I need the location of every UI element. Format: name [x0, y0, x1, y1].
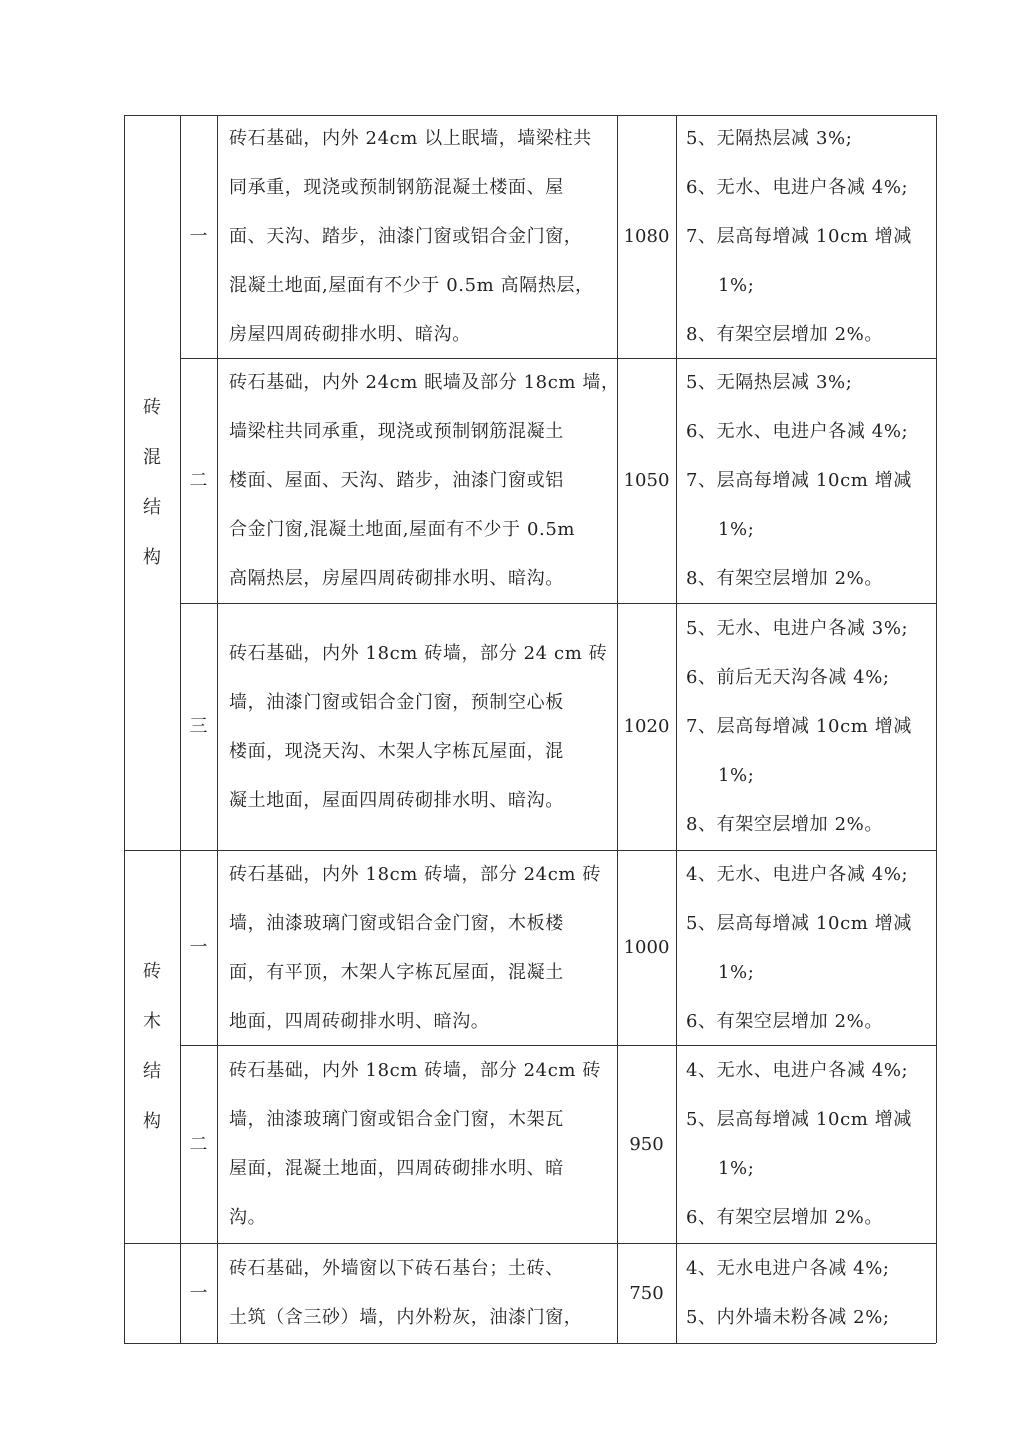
price-cell: [617, 358, 676, 603]
text-line: 砖: [143, 396, 161, 418]
grade-cell: [180, 358, 217, 603]
adjustment-notes-cell: [676, 358, 936, 603]
text-line: 6、前后无天沟各减 4%;: [686, 667, 890, 688]
description-cell: [217, 1243, 617, 1343]
text-line: 面，有平顶，木架人字栋瓦屋面，混凝土: [229, 961, 564, 983]
text-line: 沟。: [229, 1207, 267, 1228]
adjustment-notes-cell: [676, 1243, 936, 1343]
text-line: 混: [143, 446, 161, 468]
text-line: 砖石基础，内外 18cm 砖墙，部分 24cm 砖: [229, 863, 601, 885]
text-line: 砖石基础，外墙窗以下砖石基台；土砖、: [229, 1258, 564, 1279]
text-line: 8、有架空层增加 2%。: [686, 324, 883, 345]
text-line: 墙，油漆玻璃门窗或铝合金门窗，木板楼: [229, 912, 564, 934]
text-line: 4、无水、电进户各减 4%;: [686, 1060, 909, 1081]
text-line: 750: [629, 1282, 664, 1304]
description-cell: [217, 115, 617, 358]
text-line: 一: [189, 1282, 208, 1304]
text-line: 面、天沟、踏步，油漆门窗或铝合金门窗，: [229, 226, 583, 247]
text-line: 6、无水、电进户各减 4%;: [686, 177, 909, 198]
grade-cell: [180, 1243, 217, 1343]
description-cell: [217, 603, 617, 850]
text-line: 砖石基础，内外 24cm 以上眠墙，墙梁柱共: [229, 128, 592, 149]
text-line: 7、层高每增减 10cm 增减: [686, 716, 912, 737]
price-cell: [617, 1243, 676, 1343]
text-line: 6、无水、电进户各减 4%;: [686, 421, 909, 442]
text-line: 1%;: [718, 765, 755, 786]
text-line: 5、层高每增减 10cm 增减: [686, 912, 912, 934]
text-line: 1%;: [718, 519, 755, 540]
text-line: 1%;: [718, 1158, 755, 1179]
group-label-1: [124, 850, 180, 1243]
adjustment-notes-cell: [676, 115, 936, 358]
text-line: 合金门窗,混凝土地面,屋面有不少于 0.5m: [229, 519, 576, 540]
text-line: 5、层高每增减 10cm 增减: [686, 1109, 912, 1130]
description-cell: [217, 1045, 617, 1243]
text-line: 5、无水、电进户各减 3%;: [686, 618, 909, 639]
grade-cell: [180, 603, 217, 850]
text-line: 1%;: [718, 961, 755, 983]
text-line: 5、无隔热层减 3%;: [686, 372, 853, 393]
text-line: 凝土地面，屋面四周砖砌排水明、暗沟。: [229, 789, 564, 811]
text-line: 8、有架空层增加 2%。: [686, 568, 883, 589]
text-line: 1020: [623, 716, 670, 737]
text-line: 6、有架空层增加 2%。: [686, 1010, 883, 1032]
text-line: 6、有架空层增加 2%。: [686, 1207, 883, 1228]
text-line: 砖石基础，内外 18cm 砖墙，部分 24 cm 砖: [229, 642, 608, 664]
text-line: 土筑（含三砂）墙，内外粉灰，油漆门窗，: [229, 1307, 583, 1328]
group-label-2: [124, 1243, 180, 1343]
text-line: 房屋四周砖砌排水明、暗沟。: [229, 324, 471, 345]
text-line: 1050: [623, 470, 670, 491]
text-line: 950: [629, 1133, 664, 1155]
price-cell: [617, 850, 676, 1045]
adjustment-notes-cell: [676, 1045, 936, 1243]
group-label-0: [124, 115, 180, 850]
table-border-vertical: [936, 115, 937, 1343]
text-line: 楼面、屋面、天沟、踏步，油漆门窗或铝: [229, 470, 564, 491]
price-cell: [617, 603, 676, 850]
text-line: 木: [143, 1010, 161, 1032]
text-line: 7、层高每增减 10cm 增减: [686, 226, 912, 247]
price-cell: [617, 115, 676, 358]
text-line: 墙梁柱共同承重，现浇或预制钢筋混凝土: [229, 421, 564, 442]
text-line: 1080: [623, 226, 670, 247]
price-cell: [617, 1045, 676, 1243]
text-line: 7、层高每增减 10cm 增减: [686, 470, 912, 491]
text-line: 结: [143, 1060, 161, 1082]
text-line: 1%;: [718, 275, 755, 296]
text-line: 结: [143, 496, 161, 518]
description-cell: [217, 850, 617, 1045]
text-line: 墙，油漆玻璃门窗或铝合金门窗，木架瓦: [229, 1109, 564, 1130]
text-line: 混凝土地面,屋面有不少于 0.5m 高隔热层，: [229, 275, 594, 296]
text-line: 三: [189, 716, 208, 737]
grade-cell: [180, 1045, 217, 1243]
text-line: 楼面，现浇天沟、木架人字栋瓦屋面，混: [229, 740, 564, 762]
text-line: 4、无水、电进户各减 4%;: [686, 863, 909, 885]
text-line: 墙，油漆门窗或铝合金门窗，预制空心板: [229, 691, 564, 713]
text-line: 5、内外墙未粉各减 2%;: [686, 1307, 890, 1328]
adjustment-notes-cell: [676, 850, 936, 1045]
text-line: 构: [143, 1110, 161, 1132]
text-line: 砖: [143, 960, 161, 982]
text-line: 二: [189, 470, 208, 491]
text-line: 一: [189, 226, 208, 247]
text-line: 砖石基础，内外 24cm 眠墙及部分 18cm 墙，: [229, 372, 620, 393]
grade-cell: [180, 115, 217, 358]
text-line: 构: [143, 546, 161, 568]
description-cell: [217, 358, 620, 603]
text-line: 高隔热层，房屋四周砖砌排水明、暗沟。: [229, 568, 564, 589]
text-line: 屋面，混凝土地面，四周砖砌排水明、暗: [229, 1158, 564, 1179]
text-line: 一: [189, 937, 208, 958]
text-line: 砖石基础，内外 18cm 砖墙，部分 24cm 砖: [229, 1060, 601, 1081]
adjustment-notes-cell: [676, 603, 936, 850]
text-line: 5、无隔热层减 3%;: [686, 128, 853, 149]
text-line: 8、有架空层增加 2%。: [686, 814, 883, 835]
text-line: 二: [189, 1133, 208, 1155]
table-border-bottom: [124, 1343, 936, 1344]
text-line: 4、无水电进户各减 4%;: [686, 1258, 890, 1279]
text-line: 1000: [623, 937, 670, 958]
text-line: 地面，四周砖砌排水明、暗沟。: [229, 1010, 490, 1032]
grade-cell: [180, 850, 217, 1045]
text-line: 同承重，现浇或预制钢筋混凝土楼面、屋: [229, 177, 564, 198]
